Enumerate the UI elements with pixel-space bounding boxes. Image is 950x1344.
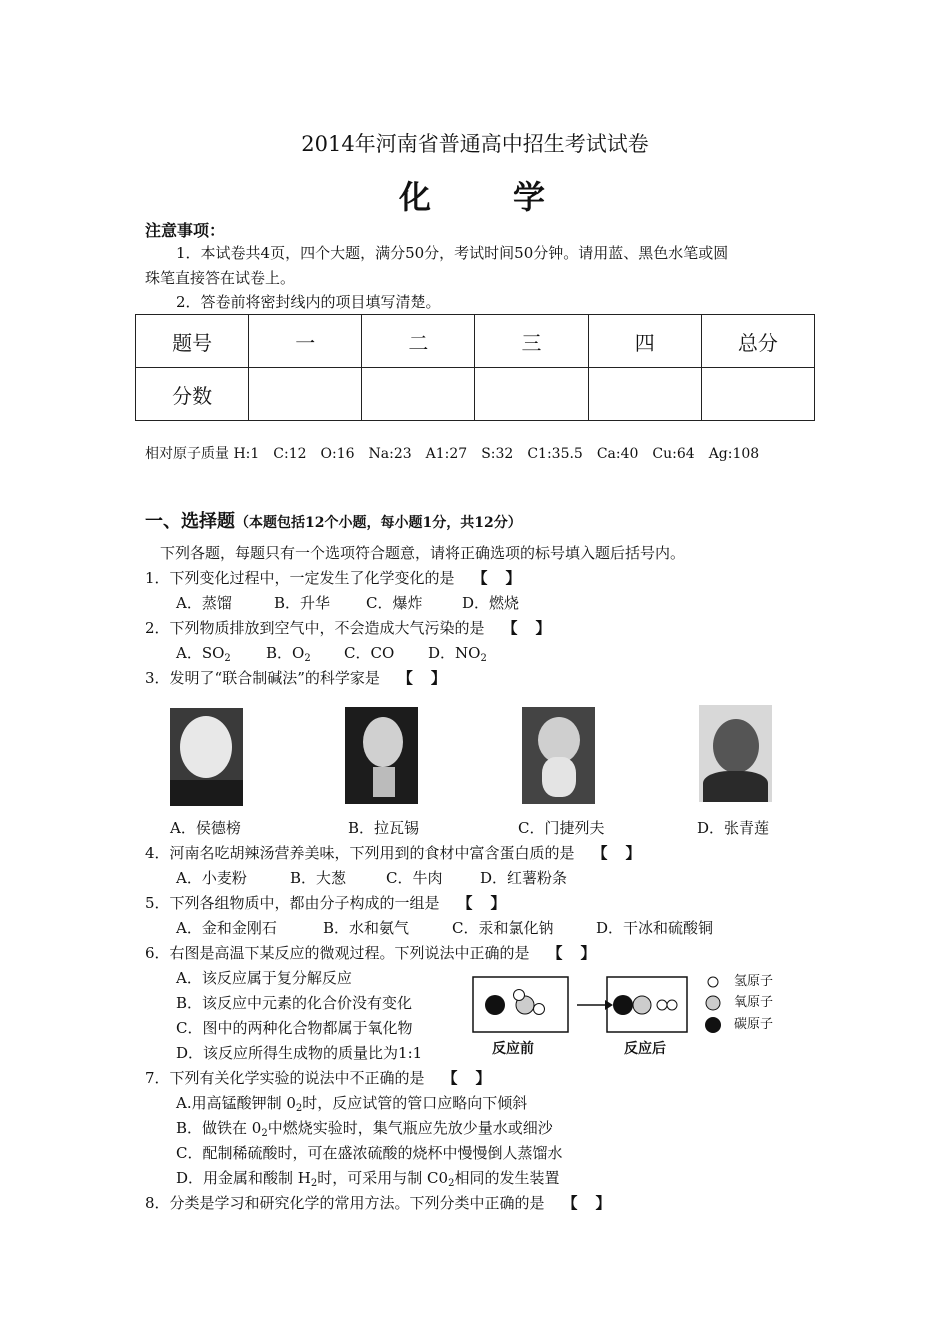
section-note: （本题包括12个小题，每小题1分，共12分） bbox=[235, 515, 522, 531]
q1-stem-text: 1．下列变化过程中，一定发生了化学变化的是 bbox=[145, 569, 455, 587]
q1-option-d: D．燃烧 bbox=[462, 594, 520, 612]
carbon-atom bbox=[485, 995, 505, 1015]
section-heading bbox=[145, 507, 522, 533]
q1-option-b: B．升华 bbox=[274, 594, 331, 612]
answer-bracket[interactable]: 【】 bbox=[592, 844, 659, 862]
q5-option-a: A．金和金刚石 bbox=[176, 919, 277, 937]
q7-option-d-text-2: 时，可采用与制 C0 bbox=[317, 1169, 449, 1187]
q6-option-a: A．该反应属于复分解反应 bbox=[176, 969, 352, 987]
q2-stem-text: 2．下列物质排放到空气中，不会造成大气污染的是 bbox=[145, 619, 485, 637]
q7-stem-text: 7．下列有关化学实验的说法中不正确的是 bbox=[145, 1069, 425, 1087]
q5-stem bbox=[145, 893, 524, 913]
score-cell: 题号 bbox=[136, 315, 249, 368]
q7-stem bbox=[145, 1068, 509, 1088]
q7-option-b-text-2: 中燃烧实验时，集气瓶应先放少量水或细沙 bbox=[267, 1119, 553, 1137]
q6-option-d: D．该反应所得生成物的质量比为1:1 bbox=[176, 1044, 423, 1062]
hydrogen-atom bbox=[534, 1004, 545, 1015]
answer-bracket[interactable]: 【】 bbox=[397, 669, 464, 687]
after-label: 反应后 bbox=[624, 1041, 666, 1057]
exam-title: 2014年河南省普通高中招生考试试卷 bbox=[301, 132, 649, 156]
notice-line-2: 2．答卷前将密封线内的项目填写清楚。 bbox=[176, 293, 441, 311]
q1-option-a: A．蒸馏 bbox=[176, 594, 232, 612]
answer-bracket[interactable]: 【】 bbox=[442, 1069, 509, 1087]
q1-stem bbox=[145, 568, 539, 588]
score-cell: 三 bbox=[475, 315, 588, 368]
q5-option-d: D．干冰和硫酸铜 bbox=[596, 919, 714, 937]
portrait-lavoisier bbox=[345, 707, 418, 804]
answer-bracket[interactable]: 【】 bbox=[457, 894, 524, 912]
subject-title: 化 学 bbox=[398, 178, 551, 216]
q4-option-d: D．红薯粉条 bbox=[480, 869, 568, 887]
notice-line-1a: 1．本试卷共4页，四个大题，满分50分，考试时间50分钟。请用蓝、黑色水笔或圆 bbox=[176, 244, 729, 262]
score-cell: 一 bbox=[249, 315, 362, 368]
score-input-cell[interactable] bbox=[249, 368, 362, 421]
portrait-mendeleev bbox=[522, 707, 595, 804]
answer-bracket[interactable]: 【】 bbox=[547, 944, 614, 962]
portrait-face bbox=[180, 716, 232, 778]
q7-option-a-text-2: 时，反应试管的管口应略向下倾斜 bbox=[302, 1094, 528, 1112]
q6-stem bbox=[145, 943, 614, 963]
portrait-collar bbox=[373, 767, 395, 797]
q8-stem bbox=[145, 1193, 629, 1213]
q2-option-b-text: B．O bbox=[266, 644, 305, 662]
q2-option-a-text: A．SO bbox=[176, 644, 225, 662]
subscript: 2 bbox=[310, 1178, 318, 1189]
answer-bracket[interactable]: 【】 bbox=[502, 619, 569, 637]
notice-heading: 注意事项： bbox=[145, 221, 226, 240]
score-table-score-row bbox=[136, 368, 815, 421]
hydrogen-atom bbox=[514, 990, 525, 1001]
score-input-cell[interactable] bbox=[588, 368, 701, 421]
q3-option-b: B．拉瓦锡 bbox=[348, 819, 420, 837]
portrait-beard bbox=[542, 757, 576, 797]
q2-option-b bbox=[266, 643, 311, 669]
answer-bracket[interactable]: 【】 bbox=[562, 1194, 629, 1212]
q4-stem bbox=[145, 843, 659, 863]
subscript: 2 bbox=[295, 1103, 303, 1114]
q7-option-b-text: B．做铁在 0 bbox=[176, 1119, 262, 1137]
q5-option-b: B．水和氨气 bbox=[323, 919, 410, 937]
score-input-cell[interactable] bbox=[475, 368, 588, 421]
score-label-cell: 分数 bbox=[136, 368, 249, 421]
q7-option-d bbox=[176, 1168, 559, 1194]
subscript: 2 bbox=[480, 653, 487, 664]
q2-stem bbox=[145, 618, 569, 638]
portrait-face bbox=[713, 719, 759, 773]
q3-option-c: C．门捷列夫 bbox=[518, 819, 605, 837]
q6-stem-text: 6．右图是高温下某反应的微观过程。下列说法中正确的是 bbox=[145, 944, 530, 962]
subscript: 2 bbox=[224, 653, 231, 664]
portrait-face bbox=[363, 717, 403, 767]
oxygen-atom bbox=[633, 996, 651, 1014]
before-label: 反应前 bbox=[492, 1041, 534, 1057]
section-title: 一、选择题 bbox=[145, 511, 235, 532]
q6-option-b: B．该反应中元素的化合价没有变化 bbox=[176, 994, 413, 1012]
subscript: 2 bbox=[261, 1128, 268, 1139]
q4-option-b: B．大葱 bbox=[290, 869, 347, 887]
carbon-atom bbox=[613, 995, 633, 1015]
q2-option-d-text: D．NO bbox=[428, 644, 481, 662]
q2-option-d bbox=[428, 643, 487, 669]
q2-option-a bbox=[176, 643, 231, 669]
q5-option-c: C．汞和氯化钠 bbox=[452, 919, 554, 937]
hydrogen-atom bbox=[667, 1000, 677, 1010]
legend-hydrogen-icon bbox=[708, 977, 718, 987]
subscript: 2 bbox=[448, 1178, 455, 1189]
q5-stem-text: 5．下列各组物质中，都由分子构成的一组是 bbox=[145, 894, 440, 912]
q7-option-d-text-3: 相同的发生装置 bbox=[454, 1169, 560, 1187]
q6-option-c: C．图中的两种化合物都属于氧化物 bbox=[176, 1019, 413, 1037]
score-input-cell[interactable] bbox=[701, 368, 814, 421]
legend-oxygen: 氧原子 bbox=[734, 995, 774, 1010]
score-table-header-row bbox=[136, 315, 815, 368]
score-cell: 四 bbox=[588, 315, 701, 368]
q7-option-c: C．配制稀硫酸时，可在盛浓硫酸的烧杯中慢慢倒人蒸馏水 bbox=[176, 1144, 563, 1162]
arrow-head bbox=[605, 1000, 613, 1010]
section-intro: 下列各题，每题只有一个选项符合题意，请将正确选项的标号填入题后括号内。 bbox=[160, 544, 686, 562]
score-cell: 二 bbox=[362, 315, 475, 368]
subscript: 2 bbox=[304, 653, 311, 664]
portrait-suit bbox=[170, 780, 243, 806]
q4-stem-text: 4．河南名吃胡辣汤营养美味，下列用到的食材中富含蛋白质的是 bbox=[145, 844, 575, 862]
legend-oxygen-icon bbox=[706, 996, 720, 1010]
atomic-masses: 相对原子质量 H:1 C:12 O:16 Na:23 A1:27 S:32 C1:35.5 Ca:40 Cu:64 Ag:108 bbox=[145, 446, 760, 462]
legend-hydrogen: 氢原子 bbox=[734, 974, 774, 989]
q8-stem-text: 8．分类是学习和研究化学的常用方法。下列分类中正确的是 bbox=[145, 1194, 545, 1212]
q7-option-a-text: A.用高锰酸钾制 0 bbox=[176, 1094, 296, 1112]
portrait-suit bbox=[703, 771, 768, 802]
q1-option-c: C．爆炸 bbox=[366, 594, 423, 612]
score-input-cell[interactable] bbox=[362, 368, 475, 421]
legend-carbon-icon bbox=[705, 1017, 721, 1033]
q7-option-d-text: D．用金属和酸制 H bbox=[176, 1169, 311, 1187]
portrait-zhang-qinglian bbox=[699, 705, 772, 802]
score-cell: 总分 bbox=[701, 315, 814, 368]
q3-option-a: A．侯德榜 bbox=[170, 819, 241, 837]
portrait-hou-debang bbox=[170, 708, 243, 806]
q3-option-d: D．张青莲 bbox=[697, 819, 770, 837]
legend-carbon: 碳原子 bbox=[734, 1017, 774, 1032]
q3-stem-text: 3．发明了“联合制碱法”的科学家是 bbox=[145, 669, 380, 687]
q2-option-c: C．CO bbox=[344, 644, 395, 662]
answer-bracket[interactable]: 【】 bbox=[472, 569, 539, 587]
q3-stem bbox=[145, 668, 464, 688]
q7-option-b bbox=[176, 1118, 553, 1144]
q4-option-a: A．小麦粉 bbox=[176, 869, 247, 887]
q7-option-a bbox=[176, 1093, 527, 1119]
hydrogen-atom bbox=[657, 1000, 667, 1010]
notice-line-1b: 珠笔直接答在试卷上。 bbox=[145, 269, 296, 287]
score-table bbox=[135, 314, 815, 421]
q4-option-c: C．牛肉 bbox=[386, 869, 443, 887]
